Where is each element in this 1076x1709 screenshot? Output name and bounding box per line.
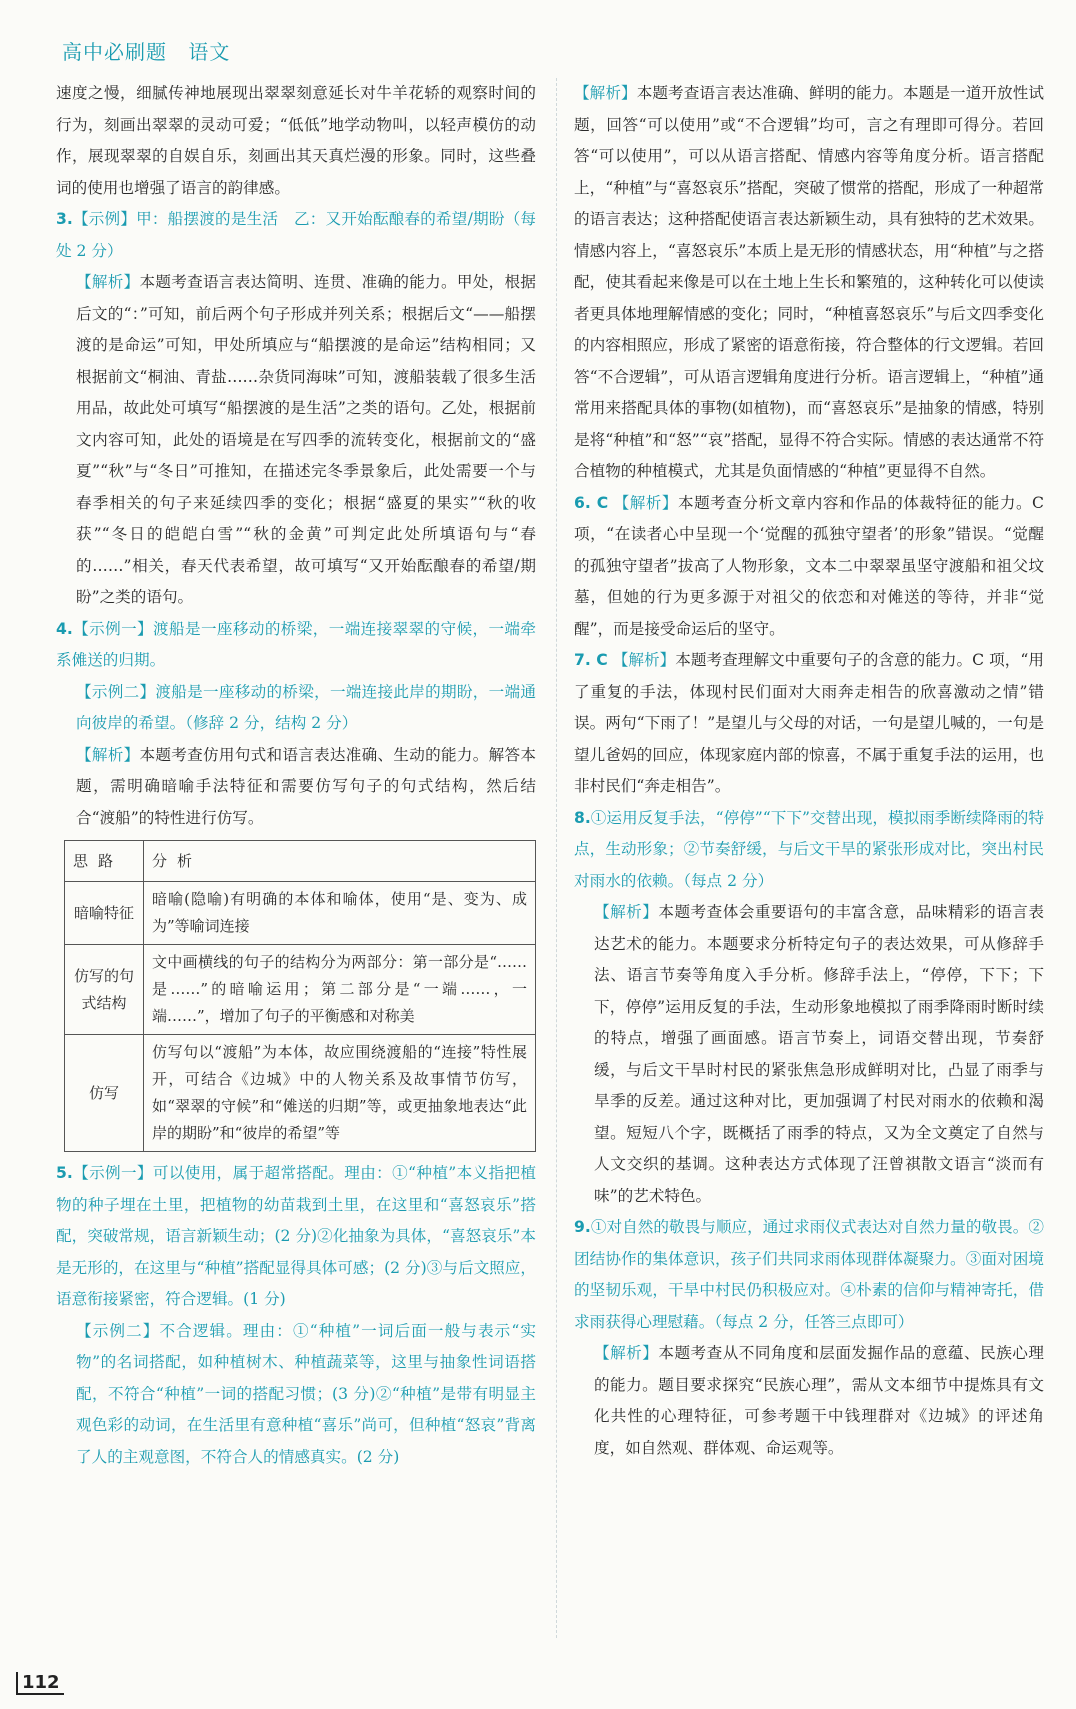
- table-header-row: [65, 841, 536, 882]
- q8-answer: [574, 803, 1044, 898]
- column-divider: [556, 78, 557, 1638]
- q5-analysis-text: 本题考查语言表达准确、鲜明的能力。本题是一道开放性试题，回答“可以使用”或“不合逻辑”均可，言之有理即可得分。若回答“可以使用”，可以从语言搭配、情感内容等角度分析。语言搭配上，“种植”与“喜怒哀乐”搭配，突破了惯常的搭配，形成了一种超常的语言表达；这种搭配使语言表达新颖生动，具有独特的艺术效果。情感内容上，“喜怒哀乐”本质上是无形的情感状态，用“种植”与之搭配，使其看起来像是可以在土地上生长和繁殖的，这种转化可以使读者更具体地理解情感的变化；同时，“种植喜怒哀乐”与后文四季变化的内容相照应，形成了紧密的语意衔接，符合整体的行文逻辑。若回答“不合逻辑”，可从语言逻辑角度进行分析。语言逻辑上，“种植”通常用来搭配具体的事物(如植物)，而“喜怒哀乐”是抽象的情感，特别是将“种植”和“怒”“哀”搭配，显得不符合实际。情感的表达通常不符合植物的种植模式，尤其是负面情感的“种植”更显得不自然。: [574, 84, 1044, 480]
- q8-analysis-tag: 【解析】: [594, 903, 659, 921]
- table-cell-value: 仿写句以“渡船”为本体，故应围绕渡船的“连接”特性展开，可结合《边城》中的人物关系及故事情节仿写，如“翠翠的守候”和“傩送的归期”等，或更抽象地表达“此岸的期盼”和“彼岸的希望”等: [144, 1035, 536, 1152]
- q7-block: [574, 645, 1044, 803]
- book-title: 高中必刷题: [62, 40, 167, 64]
- q9-answer: [574, 1212, 1044, 1338]
- q3-number: 3.: [56, 210, 73, 228]
- subject-title: 语文: [188, 40, 231, 64]
- left-column: [56, 78, 536, 1473]
- table-header-approach: 思路: [65, 841, 144, 882]
- q4-analysis-tag: 【解析】: [76, 745, 140, 764]
- q8-analysis-text: 本题考查体会重要语句的丰富含意，品味精彩的语言表达艺术的能力。本题要求分析特定句子的表达效果，可从修辞手法、语言节奏等角度入手分析。修辞手法上，“停停，下下；下下，停停”运用反复的手法，生动形象地模拟了雨季降雨时断时续的特点，增强了画面感。语言节奏上，词语交替出现，节奏舒缓，与后文干旱时村民的紧张焦急形成鲜明对比，凸显了雨季与旱季的反差。通过这种对比，更加强调了村民对雨水的依赖和渴望。短短八个字，既概括了雨季的特点，又为全文奠定了自然与人文交织的基调。这种表达方式体现了汪曾祺散文语言“淡而有味”的艺术特色。: [594, 903, 1044, 1205]
- q6-analysis-tag: 【解析】: [613, 493, 678, 512]
- q7-analysis-tag: 【解析】: [612, 651, 676, 669]
- q5-answer-1: [56, 1158, 536, 1316]
- table-header-analysis: 分析: [144, 841, 536, 882]
- q4-number: 4.: [56, 619, 73, 638]
- q3-analysis: [56, 267, 536, 614]
- q5-analysis: [574, 78, 1044, 488]
- q4-answer-1-text: 【示例一】渡船是一座移动的桥梁，一端连接翠翠的守候，一端牵系傩送的归期。: [56, 619, 536, 669]
- q8-number: 8.: [574, 808, 591, 827]
- q4-analysis-text: 本题考查仿用句式和语言表达准确、生动的能力。解答本题，需明确暗喻手法特征和需要仿写句子的句式结构，然后结合“渡船”的特性进行仿写。: [76, 745, 536, 827]
- q7-analysis-text: 本题考查理解文中重要句子的含意的能力。C 项，“用了重复的手法，体现村民们面对大雨奔走相告的欣喜激动之情”错误。两句“下雨了！”是望儿与父母的对话，一句是望儿喊的，一句是望儿爸妈的回应，体现家庭内部的惊喜，不属于重复手法的运用，也非村民们“奔走相告”。: [574, 651, 1044, 795]
- q3-answer-text: 【示例】甲：船摆渡的是生活 乙：又开始酝酿春的希望/期盼（每处 2 分）: [56, 210, 536, 260]
- q8-answer-text: ①运用反复手法，“停停”“下下”交替出现，模拟雨季断续降雨的特点，生动形象；②节奏舒缓，与后文干旱的紧张形成对比，突出村民对雨水的依赖。（每点 2 分）: [574, 808, 1044, 890]
- table-cell-key: 仿写: [65, 1035, 144, 1152]
- q9-answer-text: ①对自然的敬畏与顺应，通过求雨仪式表达对自然力量的敬畏。②团结协作的集体意识，孩子们共同求雨体现群体凝聚力。③面对困境的坚韧乐观，干旱中村民仍积极应对。④朴素的信仰与精神寄托，借求雨获得心理慰藉。（每点 2 分，任答三点即可）: [574, 1218, 1044, 1331]
- page-number: 112: [16, 1672, 64, 1695]
- table-cell-key: 暗喻特征: [65, 882, 144, 945]
- table-cell-key: 仿写的句式结构: [65, 945, 144, 1035]
- table-row: [65, 882, 536, 945]
- q6-analysis-text: 本题考查分析文章内容和作品的体裁特征的能力。C 项，“在读者心中呈现一个‘觉醒的孤独守望者’的形象”错误。“觉醒的孤独守望者”拔高了人物形象，文本二中翠翠虽坚守渡船和祖父坟墓，但她的行为更多源于对祖父的依恋和对傩送的等待，并非“觉醒”，而是接受命运后的坚守。: [574, 493, 1044, 638]
- intro-paragraph: 速度之慢，细腻传神地展现出翠翠刻意延长对牛羊花轿的观察时间的行为，刻画出翠翠的灵动可爱；“低低”地学动物叫，以轻声模仿的动作，展现翠翠的自娱自乐，刻画出其天真烂漫的形象。同时，这些叠词的使用也增强了语言的韵律感。: [56, 84, 536, 197]
- table-cell-value: 文中画横线的句子的结构分为两部分：第一部分是“……是……”的暗喻运用；第二部分是“一端……，一端……”，增加了句子的平衡感和对称美: [144, 945, 536, 1035]
- q9-analysis-text: 本题考查从不同角度和层面发掘作品的意蕴、民族心理的能力。题目要求探究“民族心理”，需从文本细节中提炼具有文化共性的心理特征，可参考题干中钱理群对《边城》的评述角度，如自然观、群体观、命运观等。: [594, 1344, 1044, 1457]
- q7-number: 7. C: [574, 651, 608, 669]
- analysis-table: [64, 840, 536, 1152]
- table-row: [65, 1035, 536, 1152]
- q3-analysis-text: 本题考查语言表达简明、连贯、准确的能力。甲处，根据后文的“：”可知，前后两个句子形成并列关系；根据后文“——船摆渡的是命运”可知，甲处所填应与“船摆渡的是命运”结构相同；又根据前文“桐油、青盐……杂货同海味”可知，渡船装载了很多生活用品，故此处可填写“船摆渡的是生活”之类的语句。乙处，根据前文内容可知，此处的语境是在写四季的流转变化，根据前文的“盛夏”“秋”与“冬日”可推知，在描述完冬季景象后，此处需要一个与春季相关的句子来延续四季的变化；根据“盛夏的果实”“秋的收获”“冬日的皑皑白雪”“秋的金黄”可判定此处所填语句与“春的……”相关，春天代表希望，故可填写“又开始酝酿春的希望/期盼”之类的语句。: [76, 273, 536, 606]
- table-row: [65, 945, 536, 1035]
- q5-analysis-tag: 【解析】: [574, 84, 637, 102]
- q4-analysis: [56, 740, 536, 835]
- q8-analysis: [574, 897, 1044, 1212]
- q3-answer: [56, 204, 536, 267]
- q6-number: 6. C: [574, 493, 609, 512]
- q4-answer-1: [56, 614, 536, 677]
- q9-analysis-tag: 【解析】: [594, 1344, 659, 1362]
- q9-number: 9.: [574, 1218, 591, 1236]
- q5-answer-1-text: 【示例一】可以使用，属于超常搭配。理由：①“种植”本义指把植物的种子埋在土里，把植物的幼苗栽到土里，在这里和“喜怒哀乐”搭配，突破常规，语言新颖生动；(2 分)②化抽象为具体，“喜怒哀乐”本是无形的，在这里与“种植”搭配显得具体可感；(2 分)③与后文照应，语意衔接紧密，符合逻辑。(1 分): [56, 1164, 536, 1308]
- q5-number: 5.: [56, 1164, 73, 1182]
- q5-answer-2: 【示例二】不合逻辑。理由：①“种植”一词后面一般与表示“实物”的名词搭配，如种植树木、种植蔬菜等，这里与抽象性词语搭配，不符合“种植”一词的搭配习惯；(3 分)②“种植”是带有明显主观色彩的动词，在生活里有意种植“喜乐”尚可，但种植“怒哀”背离了人的主观意图，不符合人的情感真实。(2 分): [76, 1321, 536, 1466]
- q6-block: [574, 488, 1044, 646]
- q4-answer-2: 【示例二】渡船是一座移动的桥梁，一端连接此岸的期盼，一端通向彼岸的希望。（修辞 2 分，结构 2 分）: [76, 682, 536, 732]
- right-column: [574, 78, 1044, 1464]
- q3-analysis-tag: 【解析】: [76, 273, 140, 291]
- page-header: [62, 36, 244, 65]
- q9-analysis: [574, 1338, 1044, 1464]
- table-cell-value: 暗喻(隐喻)有明确的本体和喻体，使用“是、变为、成为”等喻词连接: [144, 882, 536, 945]
